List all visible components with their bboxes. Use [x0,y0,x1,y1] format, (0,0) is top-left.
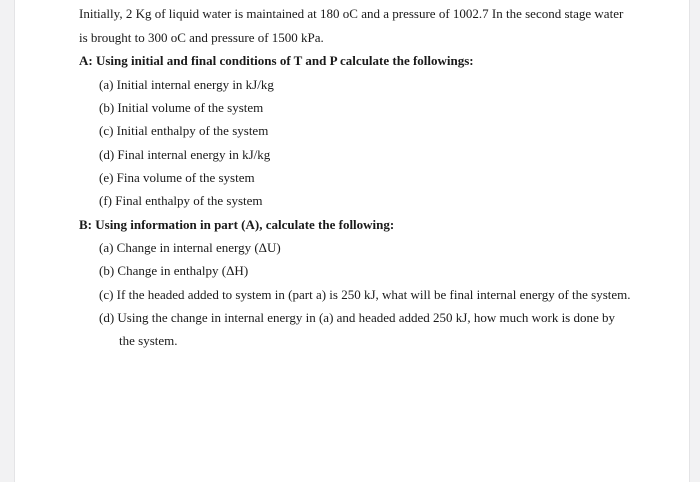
part-b-heading: B: Using information in part (A), calculate the following: [79,217,395,232]
part-a-item-a: (a) Initial internal energy in kJ/kg [99,77,274,92]
part-b-item-c: (c) If the headed added to system in (part a) is 250 kJ, what will be final internal energy of the system. [99,287,631,302]
part-a-item-f: (f) Final enthalpy of the system [99,193,263,208]
part-a-item-b: (b) Initial volume of the system [99,100,264,115]
part-a-heading: A: Using initial and final conditions of T and P calculate the followings: [79,53,474,68]
part-a-item-d: (d) Final internal energy in kJ/kg [99,147,271,162]
part-b-item-d: (d) Using the change in internal energy in (a) and headed added 250 kJ, how much work is done by [99,310,616,325]
intro-text-line-2: is brought to 300 oC and pressure of 1500 kPa. [79,30,324,45]
document-page [14,0,690,482]
part-a-item-c: (c) Initial enthalpy of the system [99,123,269,138]
part-b-item-d-continuation: the system. [119,333,178,348]
intro-text-line-1: Initially, 2 Kg of liquid water is maintained at 180 oC and a pressure of 1002.7 In the second stage water [79,6,624,21]
part-a-item-e: (e) Fina volume of the system [99,170,255,185]
part-b-item-b: (b) Change in enthalpy (ΔH) [99,263,249,278]
part-b-item-a: (a) Change in internal energy (ΔU) [99,240,281,255]
